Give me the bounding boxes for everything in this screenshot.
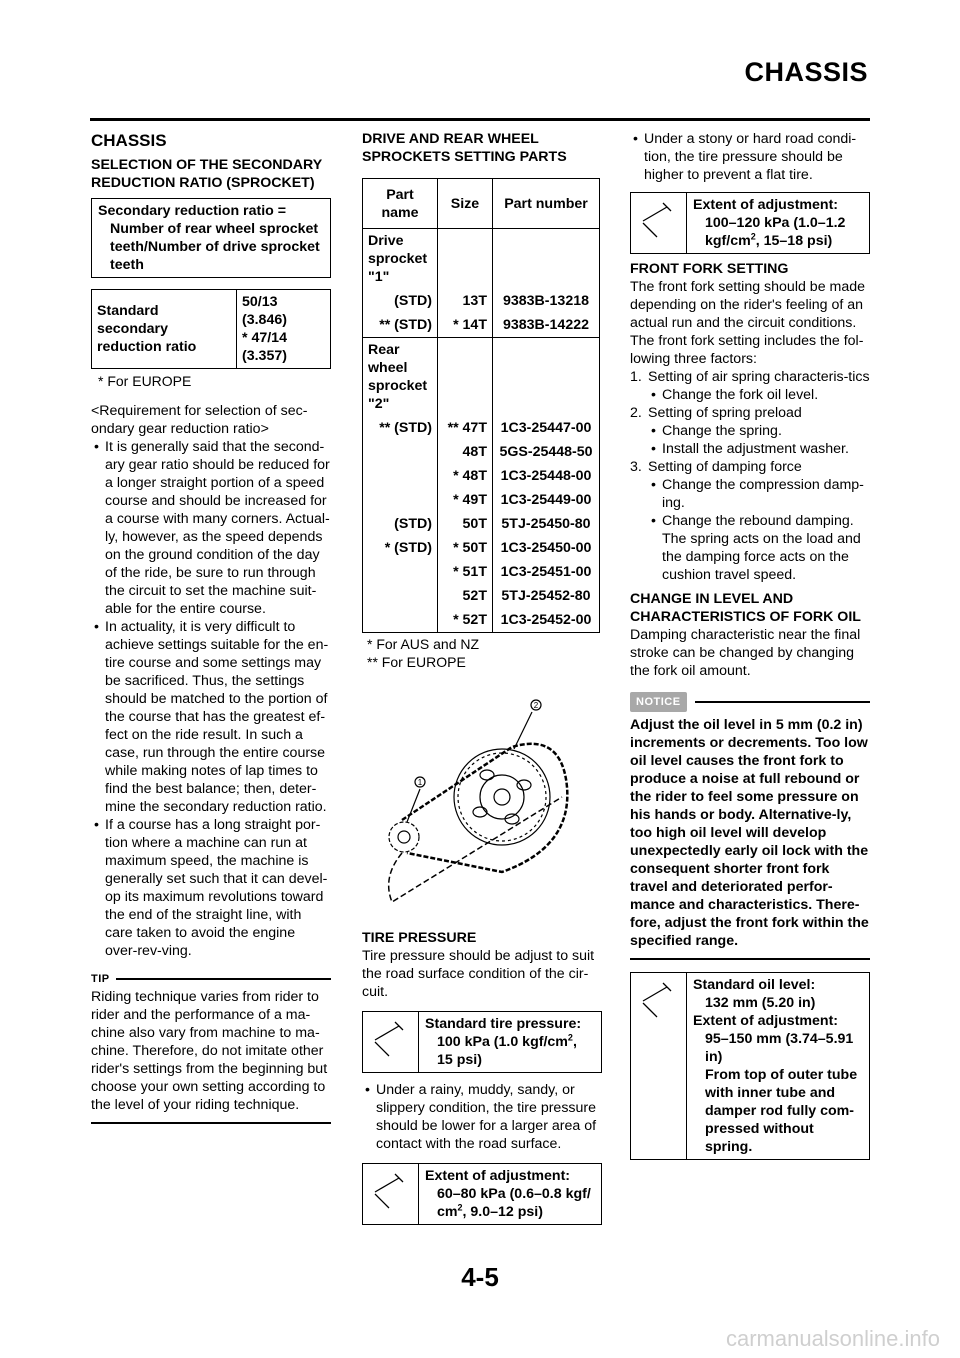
cell-mark: ** (STD)	[363, 416, 438, 440]
notice-end-rule	[630, 958, 870, 960]
callout-1: 1	[417, 778, 423, 787]
fork-item-number: 1.	[630, 369, 642, 385]
fork-item-text: Setting of spring preload	[648, 405, 802, 421]
cell-size: 52T	[438, 584, 493, 608]
fork-setting-title: FRONT FORK SETTING	[630, 261, 789, 277]
notice-text: Adjust the oil level in 5 mm (0.2 in) increments or decrements. Too low oil level causes the front fork to produce a noise at full rebound or the rider to feel some pressure on his hands or body. Alternative-ly, too high oil level will develop unexpectedly early oil lock with the consequent shorter front fork travel and deteriorated perfor-mance and characteristics. There-fore, adjust the front fork within the specified range.	[630, 717, 869, 949]
table-footnote-1: * For AUS and NZ	[367, 636, 480, 652]
drive-label: Drive sprocket "1"	[363, 229, 438, 290]
stony-adjust-label: Extent of adjustment:	[693, 197, 839, 213]
tire-adjust-value-2: $cm^2$, 9.0–12 psi)	[437, 1202, 543, 1220]
tire-spec-label: Standard tire pressure:	[425, 1016, 582, 1032]
header-rule	[90, 118, 870, 121]
wrench-icon	[363, 1164, 419, 1224]
bullet-2: • In actuality, it is very difficult to achieve settings suitable for the en-tire course and some settings may be sacrificed. Thus, the settings should be matched to the portion of the course that has the greatest ef-fect on the ride result. In such a case, run through the entire course while making notes of lap times to find the best balance; then, deter-mine the secondary reduction ratio.	[91, 618, 331, 816]
ratio-table	[91, 289, 331, 369]
fork-setting-text: The front fork setting should be made depending on the rider's feeling of an actual run and the circuit conditions. The front fork setting includes the fol-lowing three factors:	[630, 279, 866, 367]
th-part-number: Part number	[493, 179, 600, 229]
tire-adjust-value: 60–80 kPa (0.6–0.8 kgf/	[437, 1186, 591, 1202]
wrench-icon	[631, 973, 687, 1159]
table-row	[363, 536, 600, 560]
cell-pn: 9383B-13218	[493, 289, 600, 313]
tire-adjust-box	[362, 1163, 602, 1225]
fork-sub-bullet: • Install the adjustment washer.	[648, 440, 870, 458]
cell-mark	[363, 440, 438, 464]
section-title: CHASSIS	[91, 131, 167, 150]
column-3	[630, 130, 870, 1160]
tire-bullet: • Under a rainy, muddy, sandy, or slippery condition, the tire pressure should be lower for a larger area of contact with the road surface.	[362, 1081, 602, 1153]
cell-pn: 1C3-25449-00	[493, 488, 600, 512]
cell-pn: 1C3-25448-00	[493, 464, 600, 488]
formula-line-1: Secondary reduction ratio =	[98, 203, 287, 219]
column-1	[91, 130, 331, 1124]
wrench-icon	[363, 1012, 419, 1072]
fork-sub-bullet: • Change the spring.	[648, 422, 870, 440]
cell-size: * 14T	[438, 313, 493, 338]
tip-header	[91, 970, 331, 988]
table-row	[363, 416, 600, 440]
stony-adjust-box	[630, 192, 870, 254]
notice-rule	[695, 701, 870, 703]
tire-pressure-text: Tire pressure should be adjust to suit the road surface condition of the cir-cuit.	[362, 948, 595, 1000]
drive-sprocket-shape	[389, 822, 419, 852]
oil-spec-label-2: Extent of adjustment:	[693, 1013, 839, 1029]
oil-spec-value-2: 95–150 mm (3.74–5.91 in)	[705, 1031, 854, 1065]
requirement-intro: <Requirement for selection of sec-ondary gear reduction ratio>	[91, 403, 308, 437]
cell-mark	[363, 560, 438, 584]
cell-mark	[363, 584, 438, 608]
sprocket-table	[362, 178, 600, 633]
fork-item	[630, 404, 870, 458]
tip-text: Riding technique varies from rider to rider and the performance of a ma-chine also vary from machine to ma-chine. Therefore, do not imitate other rider's settings from the beginning but choose your own setting according to the level of your riding technique.	[91, 989, 328, 1113]
stony-adjust-text	[687, 193, 869, 253]
ratio-value-1: 50/13	[242, 294, 278, 310]
tire-spec-value: 100 kPa (1.0 kgf/$cm^2$,	[437, 1032, 577, 1050]
cell-mark: ** (STD)	[363, 313, 438, 338]
notice-header	[630, 692, 870, 712]
table-row	[363, 512, 600, 536]
th-size: Size	[438, 179, 493, 229]
table-footnote-2: ** For EUROPE	[367, 654, 466, 670]
table-row	[363, 584, 600, 608]
oil-spec-label-1: Standard oil level:	[693, 977, 816, 993]
oil-spec-text	[687, 973, 869, 1159]
ratio-value-3: * 47/14	[242, 330, 287, 346]
subsection-title: SELECTION OF THE SECONDARY REDUCTION RATIO (SPROCKET)	[91, 157, 322, 191]
bullet-1: • It is generally said that the second-ary gear ratio should be reduced for a longer straight portion of a speed course and should be increased for a course with many corners. Actual-ly, however, as the speed depends on the ground condition of the day of the ride, be sure to run through the circuit to set the machine suit-able for the entire course.	[91, 438, 331, 618]
stony-adjust-value-2: kgf/$cm^2$, 15–18 psi)	[705, 231, 833, 249]
oil-spec-value-1: 132 mm (5.20 in)	[705, 995, 816, 1011]
cell-size: * 48T	[438, 464, 493, 488]
page-header-title: CHASSIS	[744, 57, 868, 87]
notice-badge: NOTICE	[630, 692, 687, 712]
cell-size: 13T	[438, 289, 493, 313]
tip-rule	[116, 978, 331, 980]
table-row	[363, 560, 600, 584]
cell-pn: 5TJ-25452-80	[493, 584, 600, 608]
oil-spec-box	[630, 972, 870, 1160]
cell-pn: 1C3-25452-00	[493, 608, 600, 633]
bullet-3: • If a course has a long straight por-tion where a machine can run at maximum speed, the machine is generally set such that it can devel-op its maximum revolutions toward the end of the straight line, with care taken to avoid the engine over-rev-ving.	[91, 816, 331, 960]
oil-title: CHANGE IN LEVEL AND CHARACTERISTICS OF FORK OIL	[630, 591, 861, 625]
cell-pn: 1C3-25451-00	[493, 560, 600, 584]
cell-mark	[363, 488, 438, 512]
cell-mark: * (STD)	[363, 536, 438, 560]
tire-pressure-title: TIRE PRESSURE	[362, 930, 477, 946]
page-number: 4-5	[461, 1262, 499, 1292]
ratio-footnote: * For EUROPE	[98, 373, 192, 389]
watermark: carmanualsonline.info	[725, 1326, 940, 1351]
fork-sub-bullet: • Change the compression damp-ing.	[648, 476, 870, 512]
table-row	[363, 440, 600, 464]
tip-end-rule	[91, 1122, 331, 1124]
rear-label: Rear wheel sprocket "2"	[363, 338, 438, 417]
table-row	[363, 608, 600, 633]
ratio-value-2: (3.846)	[242, 312, 287, 328]
table-row	[363, 289, 600, 313]
sprocket-diagram	[362, 677, 602, 927]
tire-spec-value-2: 15 psi)	[437, 1052, 482, 1068]
ratio-values	[237, 290, 330, 368]
cell-size: * 52T	[438, 608, 493, 633]
cell-mark: (STD)	[363, 289, 438, 313]
formula-box	[91, 198, 331, 278]
fork-items	[630, 368, 870, 584]
sprocket-parts-title: DRIVE AND REAR WHEEL SPROCKETS SETTING PARTS	[362, 131, 567, 165]
cell-pn: 5GS-25448-50	[493, 440, 600, 464]
cell-size: 48T	[438, 440, 493, 464]
table-row	[363, 313, 600, 338]
tip-label: TIP	[91, 973, 110, 985]
stony-bullet: • Under a stony or hard road condi-tion, the tire pressure should be higher to prevent a flat tire.	[630, 130, 870, 184]
cell-pn: 1C3-25450-00	[493, 536, 600, 560]
tire-adjust-label: Extent of adjustment:	[425, 1168, 571, 1184]
cell-size: * 51T	[438, 560, 493, 584]
cell-mark	[363, 608, 438, 633]
cell-size: ** 47T	[438, 416, 493, 440]
cell-size: * 50T	[438, 536, 493, 560]
rear-sprocket-shape	[454, 749, 550, 845]
cell-mark: (STD)	[363, 512, 438, 536]
column-2	[362, 130, 602, 1225]
callout-2: 2	[533, 701, 539, 710]
cell-size: * 49T	[438, 488, 493, 512]
oil-text: Damping characteristic near the final stroke can be changed by changing the fork oil amount.	[630, 627, 861, 679]
fork-item-number: 3.	[630, 459, 642, 475]
fork-sub-bullet: • Change the fork oil level.	[648, 386, 870, 404]
tire-spec-text	[419, 1012, 601, 1072]
tire-adjust-text	[419, 1164, 601, 1224]
fork-item-text: Setting of damping force	[648, 459, 802, 475]
th-part-name: Part name	[363, 179, 438, 229]
tire-spec-box	[362, 1011, 602, 1073]
cell-pn: 9383B-14222	[493, 313, 600, 338]
cell-pn: 5TJ-25450-80	[493, 512, 600, 536]
cell-pn: 1C3-25447-00	[493, 416, 600, 440]
table-row	[363, 464, 600, 488]
fork-item-text: Setting of air spring characteris-tics	[648, 369, 870, 385]
fork-item	[630, 368, 870, 404]
ratio-label: Standard secondary reduction ratio	[92, 290, 237, 368]
fork-item-number: 2.	[630, 405, 642, 421]
ratio-value-4: (3.357)	[242, 348, 287, 364]
wrench-icon	[631, 193, 687, 253]
fork-item	[630, 458, 870, 584]
cell-size: 50T	[438, 512, 493, 536]
table-row	[363, 488, 600, 512]
formula-line-2: Number of rear wheel sprocket teeth/Number of drive sprocket teeth	[110, 221, 320, 273]
stony-adjust-value: 100–120 kPa (1.0–1.2	[705, 215, 846, 231]
fork-sub-bullet: • Change the rebound damping. The spring acts on the load and the damping force acts on the cushion travel speed.	[648, 512, 870, 584]
oil-spec-value-3: From top of outer tube with inner tube and damper rod fully com-pressed without spring.	[705, 1067, 858, 1155]
cell-mark	[363, 464, 438, 488]
